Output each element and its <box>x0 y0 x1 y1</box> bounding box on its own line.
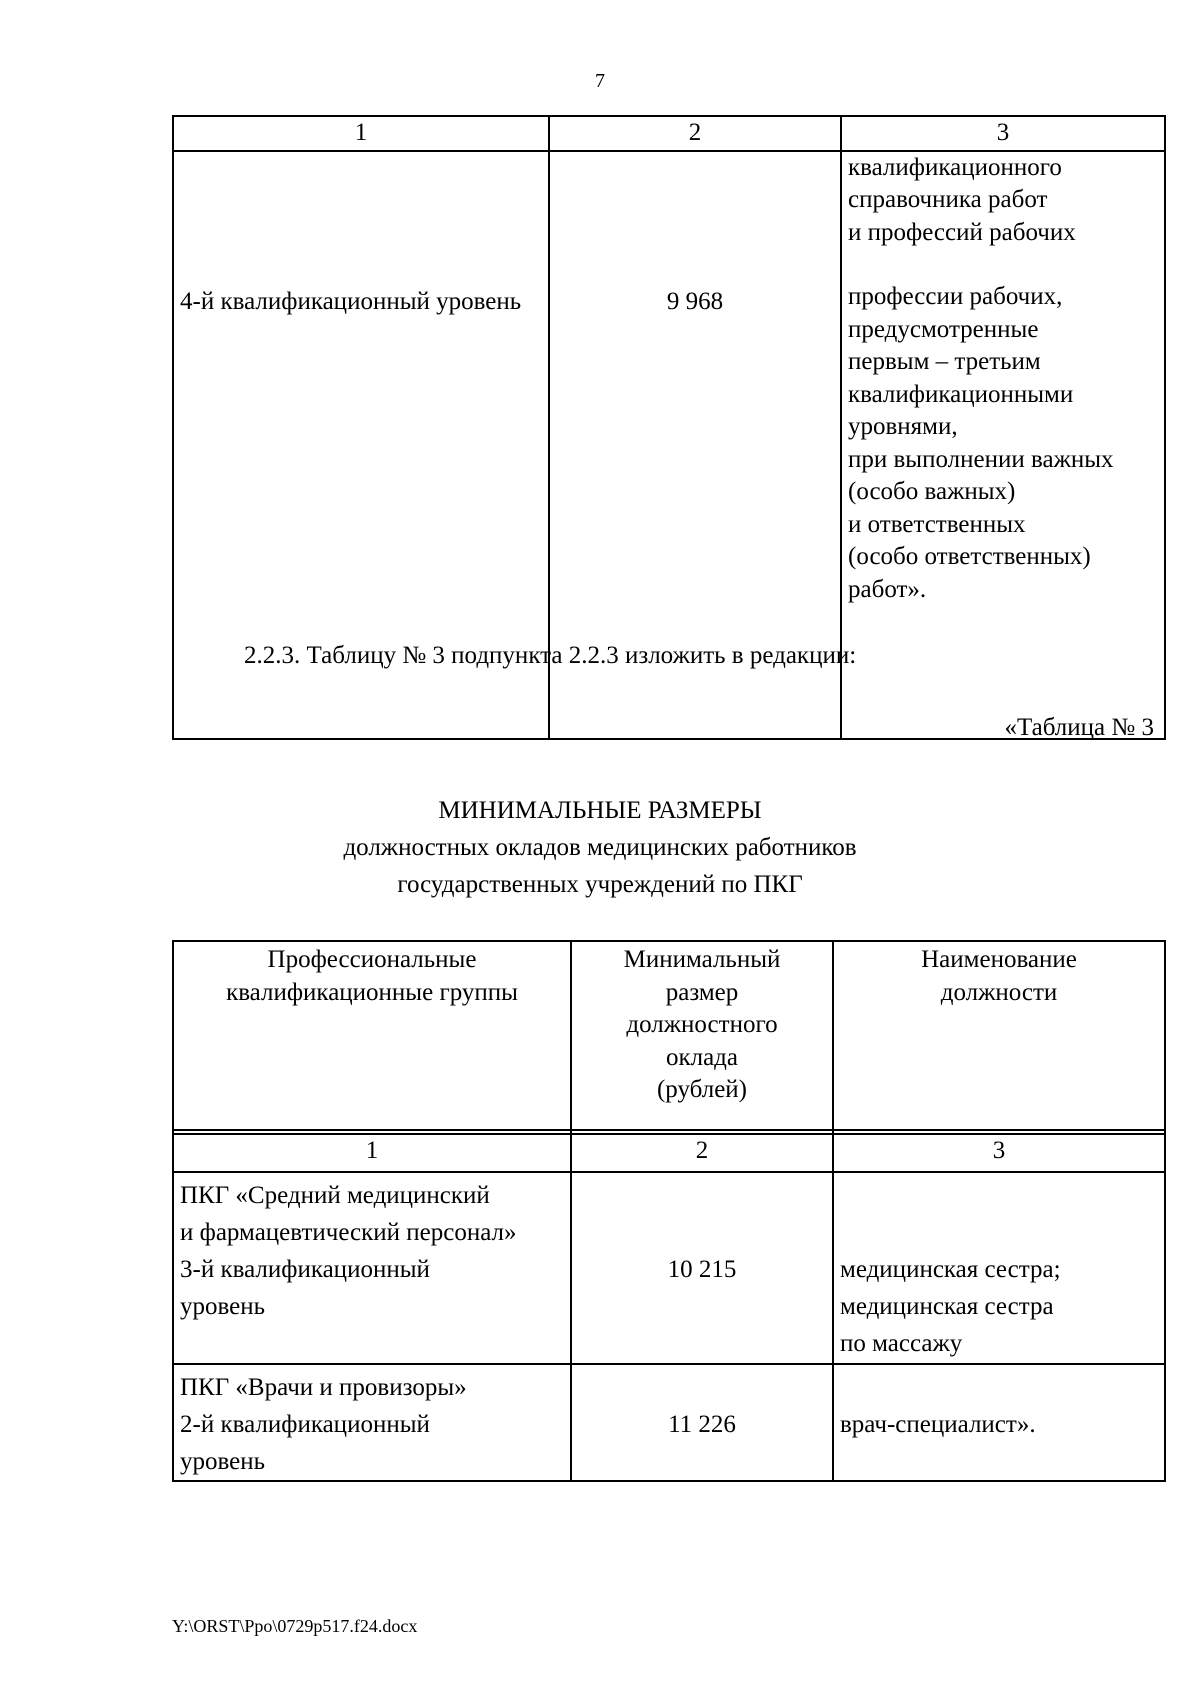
header-groups: Профессиональные квалификационные группы <box>173 941 571 1130</box>
title-line-2: должностных окладов медицинских работников <box>343 834 857 861</box>
column-number-3: 3 <box>841 116 1165 151</box>
qualification-level-cell: 4-й квалификационный уровень <box>173 151 549 739</box>
title-line-1: МИНИМАЛЬНЫЕ РАЗМЕРЫ <box>438 797 762 824</box>
page-number: 7 <box>595 70 605 92</box>
column-number-3: 3 <box>833 1134 1165 1172</box>
column-numbers-row <box>173 1134 1165 1172</box>
column-number-2: 2 <box>549 116 841 151</box>
column-number-2: 2 <box>571 1134 833 1172</box>
group-cell: ПКГ «Врачи и провизоры» 2-й квалификационный уровень <box>173 1364 571 1481</box>
file-path-footer: Y:\ORST\Ppo\0729p517.f24.docx <box>172 1616 418 1636</box>
table-row <box>173 1172 1165 1364</box>
positions-cell: медицинская сестра; медицинская сестра по массажу <box>833 1172 1165 1364</box>
table-header-row <box>173 941 1165 1130</box>
header-min-salary: Минимальный размер должностного оклада (рублей) <box>571 941 833 1130</box>
salary-value-cell: 9 968 <box>549 151 841 739</box>
group-cell: ПКГ «Средний медицинский и фармацевтический персонал» 3-й квалификационный уровень <box>173 1172 571 1364</box>
table-label: «Таблица № 3 <box>1004 714 1154 741</box>
column-number-1: 1 <box>173 116 549 151</box>
profession-description-cell: квалификационного справочника работ и профессий рабочих профессии рабочих, предусмотренные первым – третьим квалификационными уровнями, при выполнении важных (особо важных) и ответственных (особо ответственных) работ». <box>841 151 1165 739</box>
table-row <box>173 1364 1165 1481</box>
positions-cell: врач-специалист». <box>833 1364 1165 1481</box>
salary-value-cell: 11 226 <box>571 1364 833 1481</box>
table-header-row <box>173 116 1165 151</box>
salary-table <box>172 940 1166 1482</box>
column-number-1: 1 <box>173 1134 571 1172</box>
salary-value-cell: 10 215 <box>571 1172 833 1364</box>
title-line-3: государственных учреждений по ПКГ <box>397 871 803 898</box>
instruction-paragraph: 2.2.3. Таблицу № 3 подпункта 2.2.3 изложить в редакции: <box>244 642 857 669</box>
header-position-name: Наименование должности <box>833 941 1165 1130</box>
table-title <box>0 792 1200 903</box>
